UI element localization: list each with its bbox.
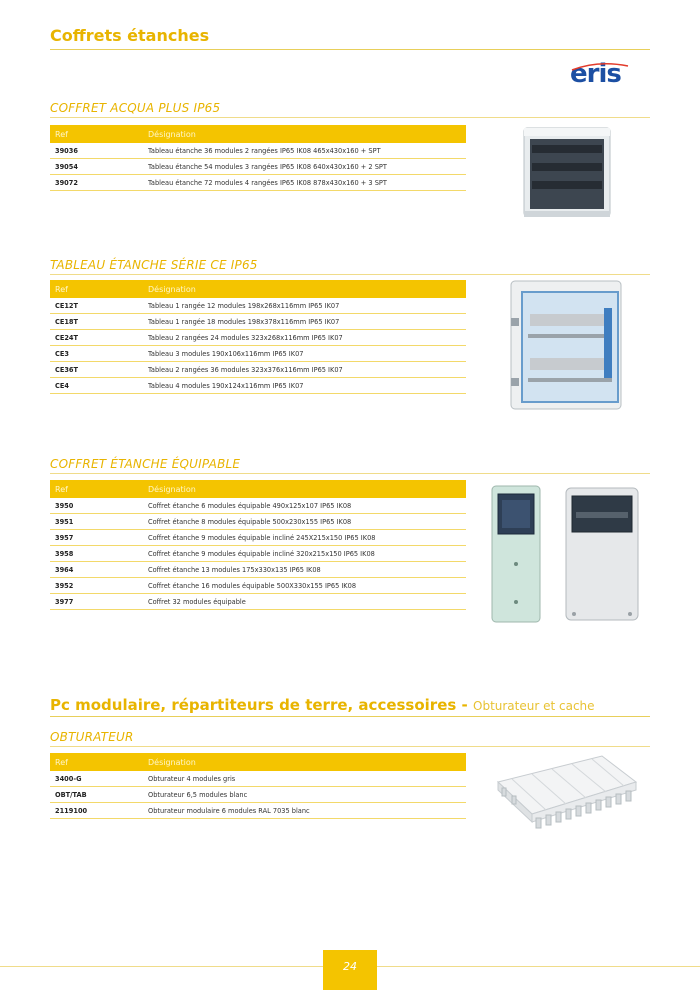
column-header-designation: Désignation: [148, 125, 466, 143]
designation-cell: Tableau 3 modules 190x106x116mm IP65 IK07: [148, 346, 466, 362]
page-number: 24: [343, 960, 357, 973]
designation-cell: Tableau 4 modules 190x124x116mm IP65 IK07: [148, 378, 466, 394]
column-header-ref: Ref: [50, 280, 148, 298]
designation-cell: Tableau étanche 72 modules 4 rangées IP65 IK08 878x430x160 + 3 SPT: [148, 175, 466, 191]
designation-cell: Coffret étanche 8 modules équipable 500x230x155 IP65 IK08: [148, 514, 466, 530]
table-ce: [50, 280, 466, 394]
table-row: [50, 298, 466, 314]
table-equipable: [50, 480, 466, 610]
table-row: [50, 378, 466, 394]
designation-cell: Coffret étanche 9 modules équipable incliné 320x215x150 IP65 IK08: [148, 546, 466, 562]
product-image-equipable-narrow: [488, 482, 544, 626]
ref-cell: 2119100: [50, 803, 148, 819]
designation-cell: Coffret étanche 16 modules équipable 500X330x155 IP65 IK08: [148, 578, 466, 594]
table-row: [50, 578, 466, 594]
table-row: [50, 803, 466, 819]
section-title-ce: TABLEAU ÉTANCHE SÉRIE CE IP65: [50, 258, 258, 272]
title-divider: [50, 49, 650, 50]
section-title-acqua: COFFRET ACQUA PLUS IP65: [50, 101, 221, 115]
ref-cell: OBT/TAB: [50, 787, 148, 803]
designation-cell: Tableau 1 rangée 18 modules 198x378x116mm IP65 IK07: [148, 314, 466, 330]
page-number-box: [323, 950, 377, 990]
table-row: [50, 530, 466, 546]
section-divider: [50, 274, 650, 275]
ref-cell: 3952: [50, 578, 148, 594]
designation-cell: Tableau étanche 36 modules 2 rangées IP65 IK08 465x430x160 + SPT: [148, 143, 466, 159]
category-divider: [50, 716, 650, 717]
designation-cell: Obturateur modulaire 6 modules RAL 7035 blanc: [148, 803, 466, 819]
ref-cell: CE4: [50, 378, 148, 394]
ref-cell: CE24T: [50, 330, 148, 346]
product-image-acqua: [520, 125, 615, 221]
table-row: [50, 546, 466, 562]
table-row: [50, 314, 466, 330]
table-row: [50, 787, 466, 803]
designation-cell: Coffret étanche 6 modules équipable 490x125x107 IP65 IK08: [148, 498, 466, 514]
column-header-ref: Ref: [50, 753, 148, 771]
designation-cell: Tableau 1 rangée 12 modules 198x268x116mm IP65 IK07: [148, 298, 466, 314]
designation-cell: Obturateur 6,5 modules blanc: [148, 787, 466, 803]
product-image-ce: [508, 278, 625, 412]
section-divider: [50, 473, 650, 474]
table-row: [50, 330, 466, 346]
table-row: [50, 143, 466, 159]
ref-cell: 39054: [50, 159, 148, 175]
table-row: [50, 771, 466, 787]
table-acqua: [50, 125, 466, 191]
category-title: [50, 696, 595, 714]
table-row: [50, 562, 466, 578]
table-row: [50, 514, 466, 530]
product-image-obturateur: [492, 752, 640, 842]
designation-cell: Coffret étanche 13 modules 175x330x135 IP65 IK08: [148, 562, 466, 578]
table-row: [50, 346, 466, 362]
ref-cell: 3958: [50, 546, 148, 562]
ref-cell: 3964: [50, 562, 148, 578]
designation-cell: Coffret 32 modules équipable: [148, 594, 466, 610]
table-row: [50, 362, 466, 378]
svg-text:eris: eris: [570, 59, 621, 88]
table-row: [50, 159, 466, 175]
ref-cell: 3977: [50, 594, 148, 610]
ref-cell: CE36T: [50, 362, 148, 378]
column-header-designation: Désignation: [148, 480, 466, 498]
ref-cell: 3400-G: [50, 771, 148, 787]
section-title-obturateur: OBTURATEUR: [50, 730, 134, 744]
designation-cell: Coffret étanche 9 modules équipable incliné 245X215x150 IP65 IK08: [148, 530, 466, 546]
table-obturateur: [50, 753, 466, 819]
designation-cell: Tableau étanche 54 modules 3 rangées IP65 IK08 640x430x160 + 2 SPT: [148, 159, 466, 175]
ref-cell: 39072: [50, 175, 148, 191]
category-subtitle: Obturateur et cache: [473, 699, 595, 713]
category-title-main: Pc modulaire, répartiteurs de terre, accessoires -: [50, 696, 468, 714]
ref-cell: 3950: [50, 498, 148, 514]
column-header-ref: Ref: [50, 480, 148, 498]
ref-cell: CE3: [50, 346, 148, 362]
product-image-equipable-wide: [562, 484, 642, 624]
designation-cell: Tableau 2 rangées 24 modules 323x268x116mm IP65 IK07: [148, 330, 466, 346]
designation-cell: Tableau 2 rangées 36 modules 323x376x116mm IP65 IK07: [148, 362, 466, 378]
ref-cell: 3957: [50, 530, 148, 546]
page-title: Coffrets étanches: [50, 26, 210, 45]
designation-cell: Obturateur 4 modules gris: [148, 771, 466, 787]
brand-logo: [568, 58, 632, 88]
section-divider: [50, 117, 650, 118]
column-header-designation: Désignation: [148, 753, 466, 771]
column-header-designation: Désignation: [148, 280, 466, 298]
section-title-equipable: COFFRET ÉTANCHE ÉQUIPABLE: [50, 457, 241, 471]
table-row: [50, 498, 466, 514]
column-header-ref: Ref: [50, 125, 148, 143]
ref-cell: 39036: [50, 143, 148, 159]
ref-cell: CE12T: [50, 298, 148, 314]
table-row: [50, 175, 466, 191]
ref-cell: CE18T: [50, 314, 148, 330]
table-row: [50, 594, 466, 610]
ref-cell: 3951: [50, 514, 148, 530]
section-divider: [50, 746, 650, 747]
